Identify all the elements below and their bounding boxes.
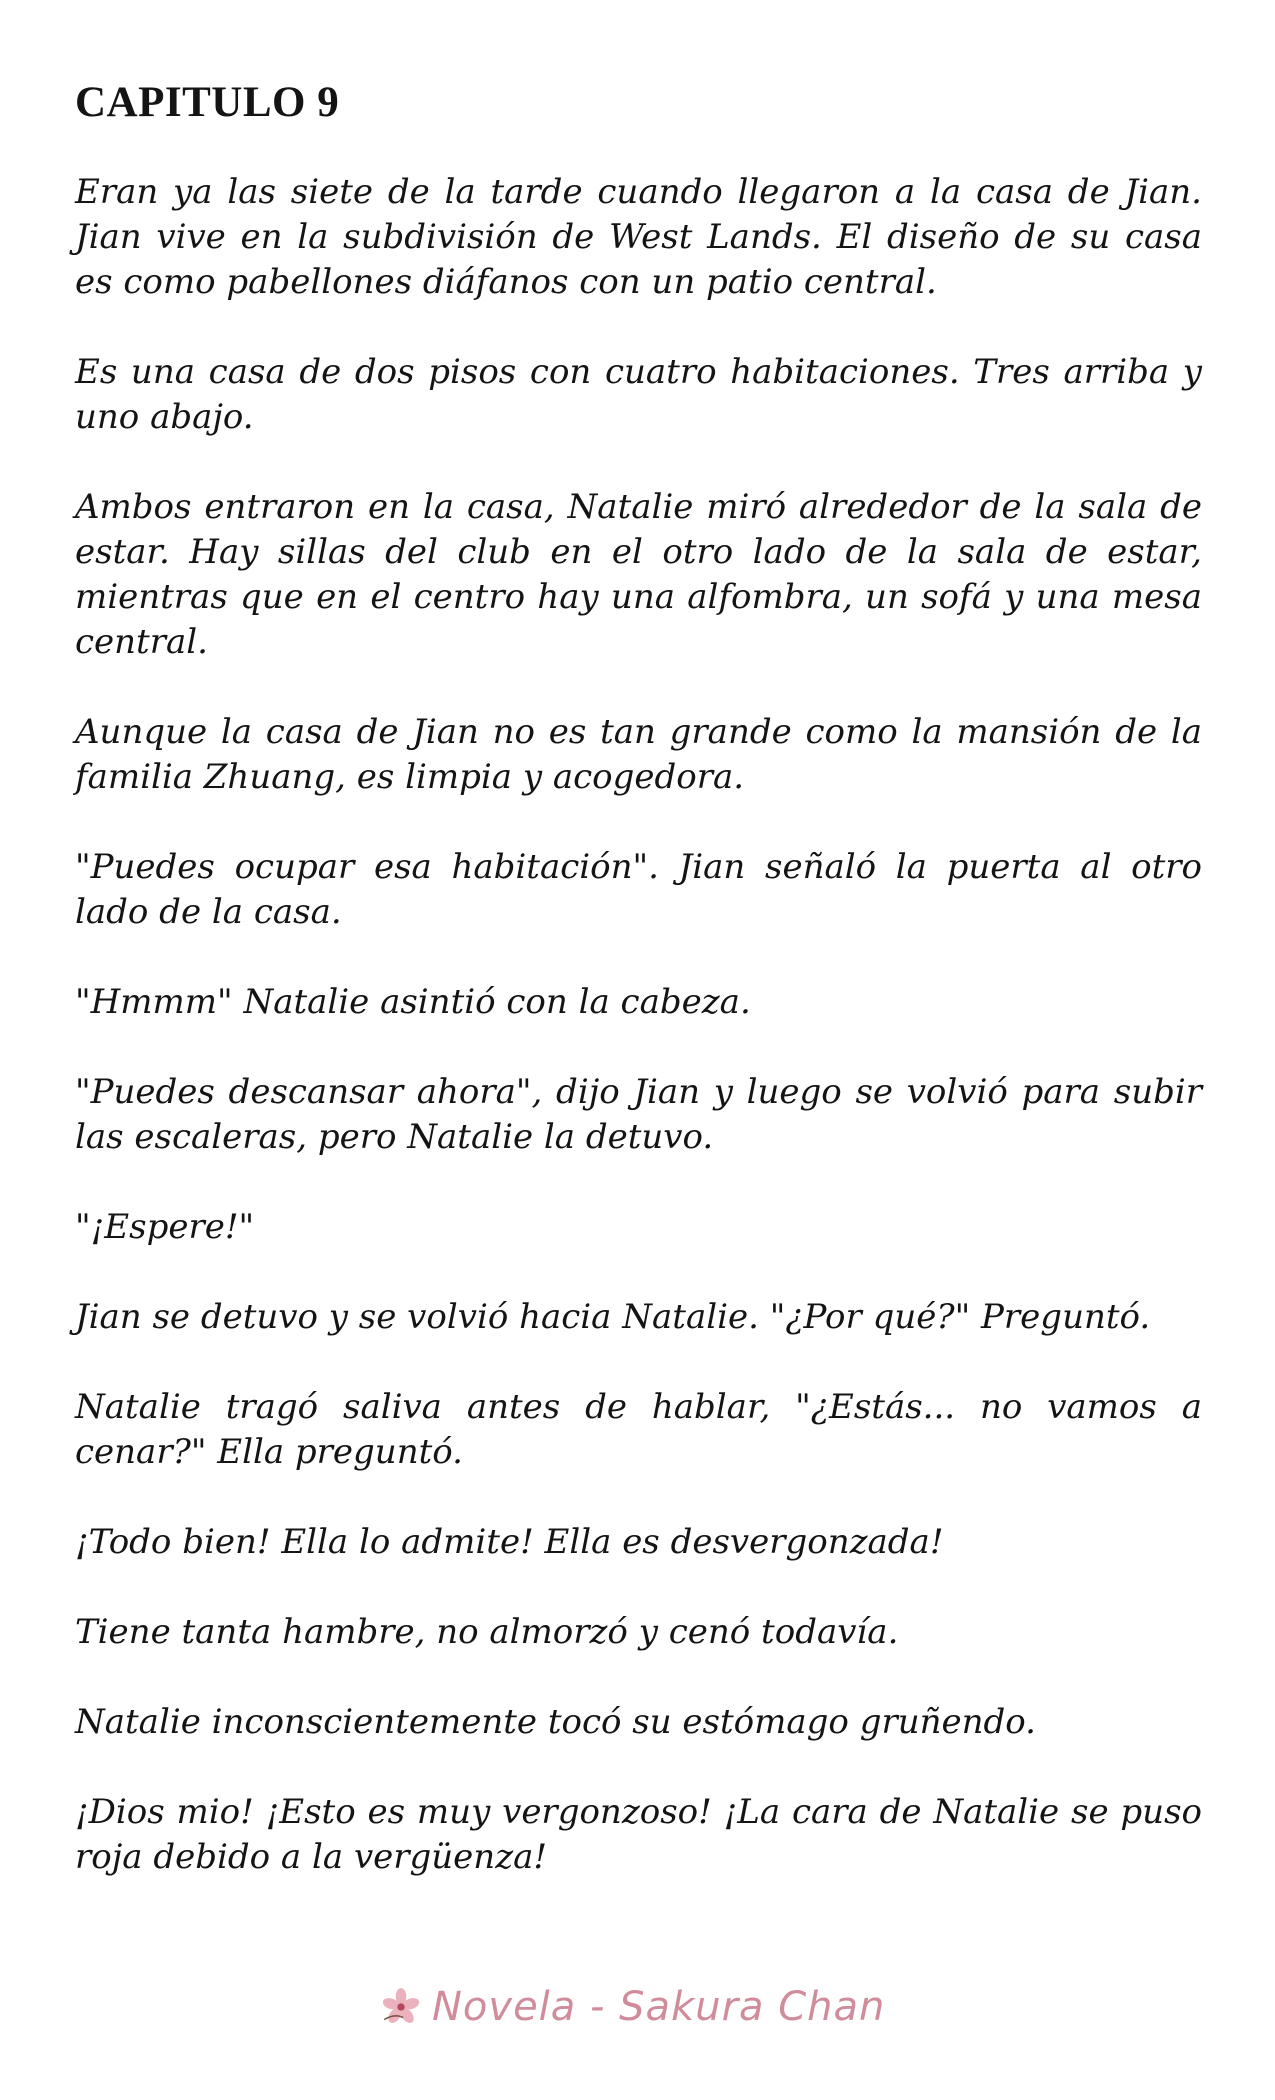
paragraph: ¡Dios mio! ¡Esto es muy vergonzoso! ¡La cara de Natalie se puso roja debido a la vergüenza! xyxy=(75,1792,1202,1877)
paragraph: Tiene tanta hambre, no almorzó y cenó todavía. xyxy=(75,1612,899,1652)
paragraph: Eran ya las siete de la tarde cuando llegaron a la casa de Jian. Jian vive en la subdivisión de West Lands. El diseño de su casa es como pabellones diáfanos con un patio central. xyxy=(75,172,1202,302)
watermark xyxy=(380,1982,885,2032)
paragraph: Natalie inconscientemente tocó su estómago gruñendo. xyxy=(75,1702,1036,1742)
paragraph: "Puedes ocupar esa habitación". Jian señaló la puerta al otro lado de la casa. xyxy=(75,847,1202,932)
chapter-page xyxy=(75,78,1202,1925)
paragraph: ¡Todo bien! Ella lo admite! Ella es desvergonzada! xyxy=(75,1522,944,1562)
paragraph: "Hmmm" Natalie asintió con la cabeza. xyxy=(75,982,751,1022)
paragraph: Es una casa de dos pisos con cuatro habitaciones. Tres arriba y uno abajo. xyxy=(75,352,1202,437)
paragraph: "¡Espere!" xyxy=(75,1207,255,1247)
paragraph: Jian se detuvo y se volvió hacia Natalie. "¿Por qué?" Preguntó. xyxy=(75,1297,1151,1337)
paragraph: "Puedes descansar ahora", dijo Jian y luego se volvió para subir las escaleras, pero Natalie la detuvo. xyxy=(75,1072,1202,1157)
chapter-title: CAPITULO 9 xyxy=(75,79,340,126)
paragraph: Natalie tragó saliva antes de hablar, "¿Estás... no vamos a cenar?" Ella preguntó. xyxy=(75,1387,1202,1472)
paragraph: Aunque la casa de Jian no es tan grande como la mansión de la familia Zhuang, es limpia y acogedora. xyxy=(75,712,1202,797)
sakura-flower-icon xyxy=(380,1986,422,2028)
watermark-text: Novela - Sakura Chan xyxy=(432,1984,886,2030)
paragraph: Ambos entraron en la casa, Natalie miró alrededor de la sala de estar. Hay sillas del club en el otro lado de la sala de estar, mientras que en el centro hay una alfombra, un sofá y una mesa central. xyxy=(75,487,1202,662)
